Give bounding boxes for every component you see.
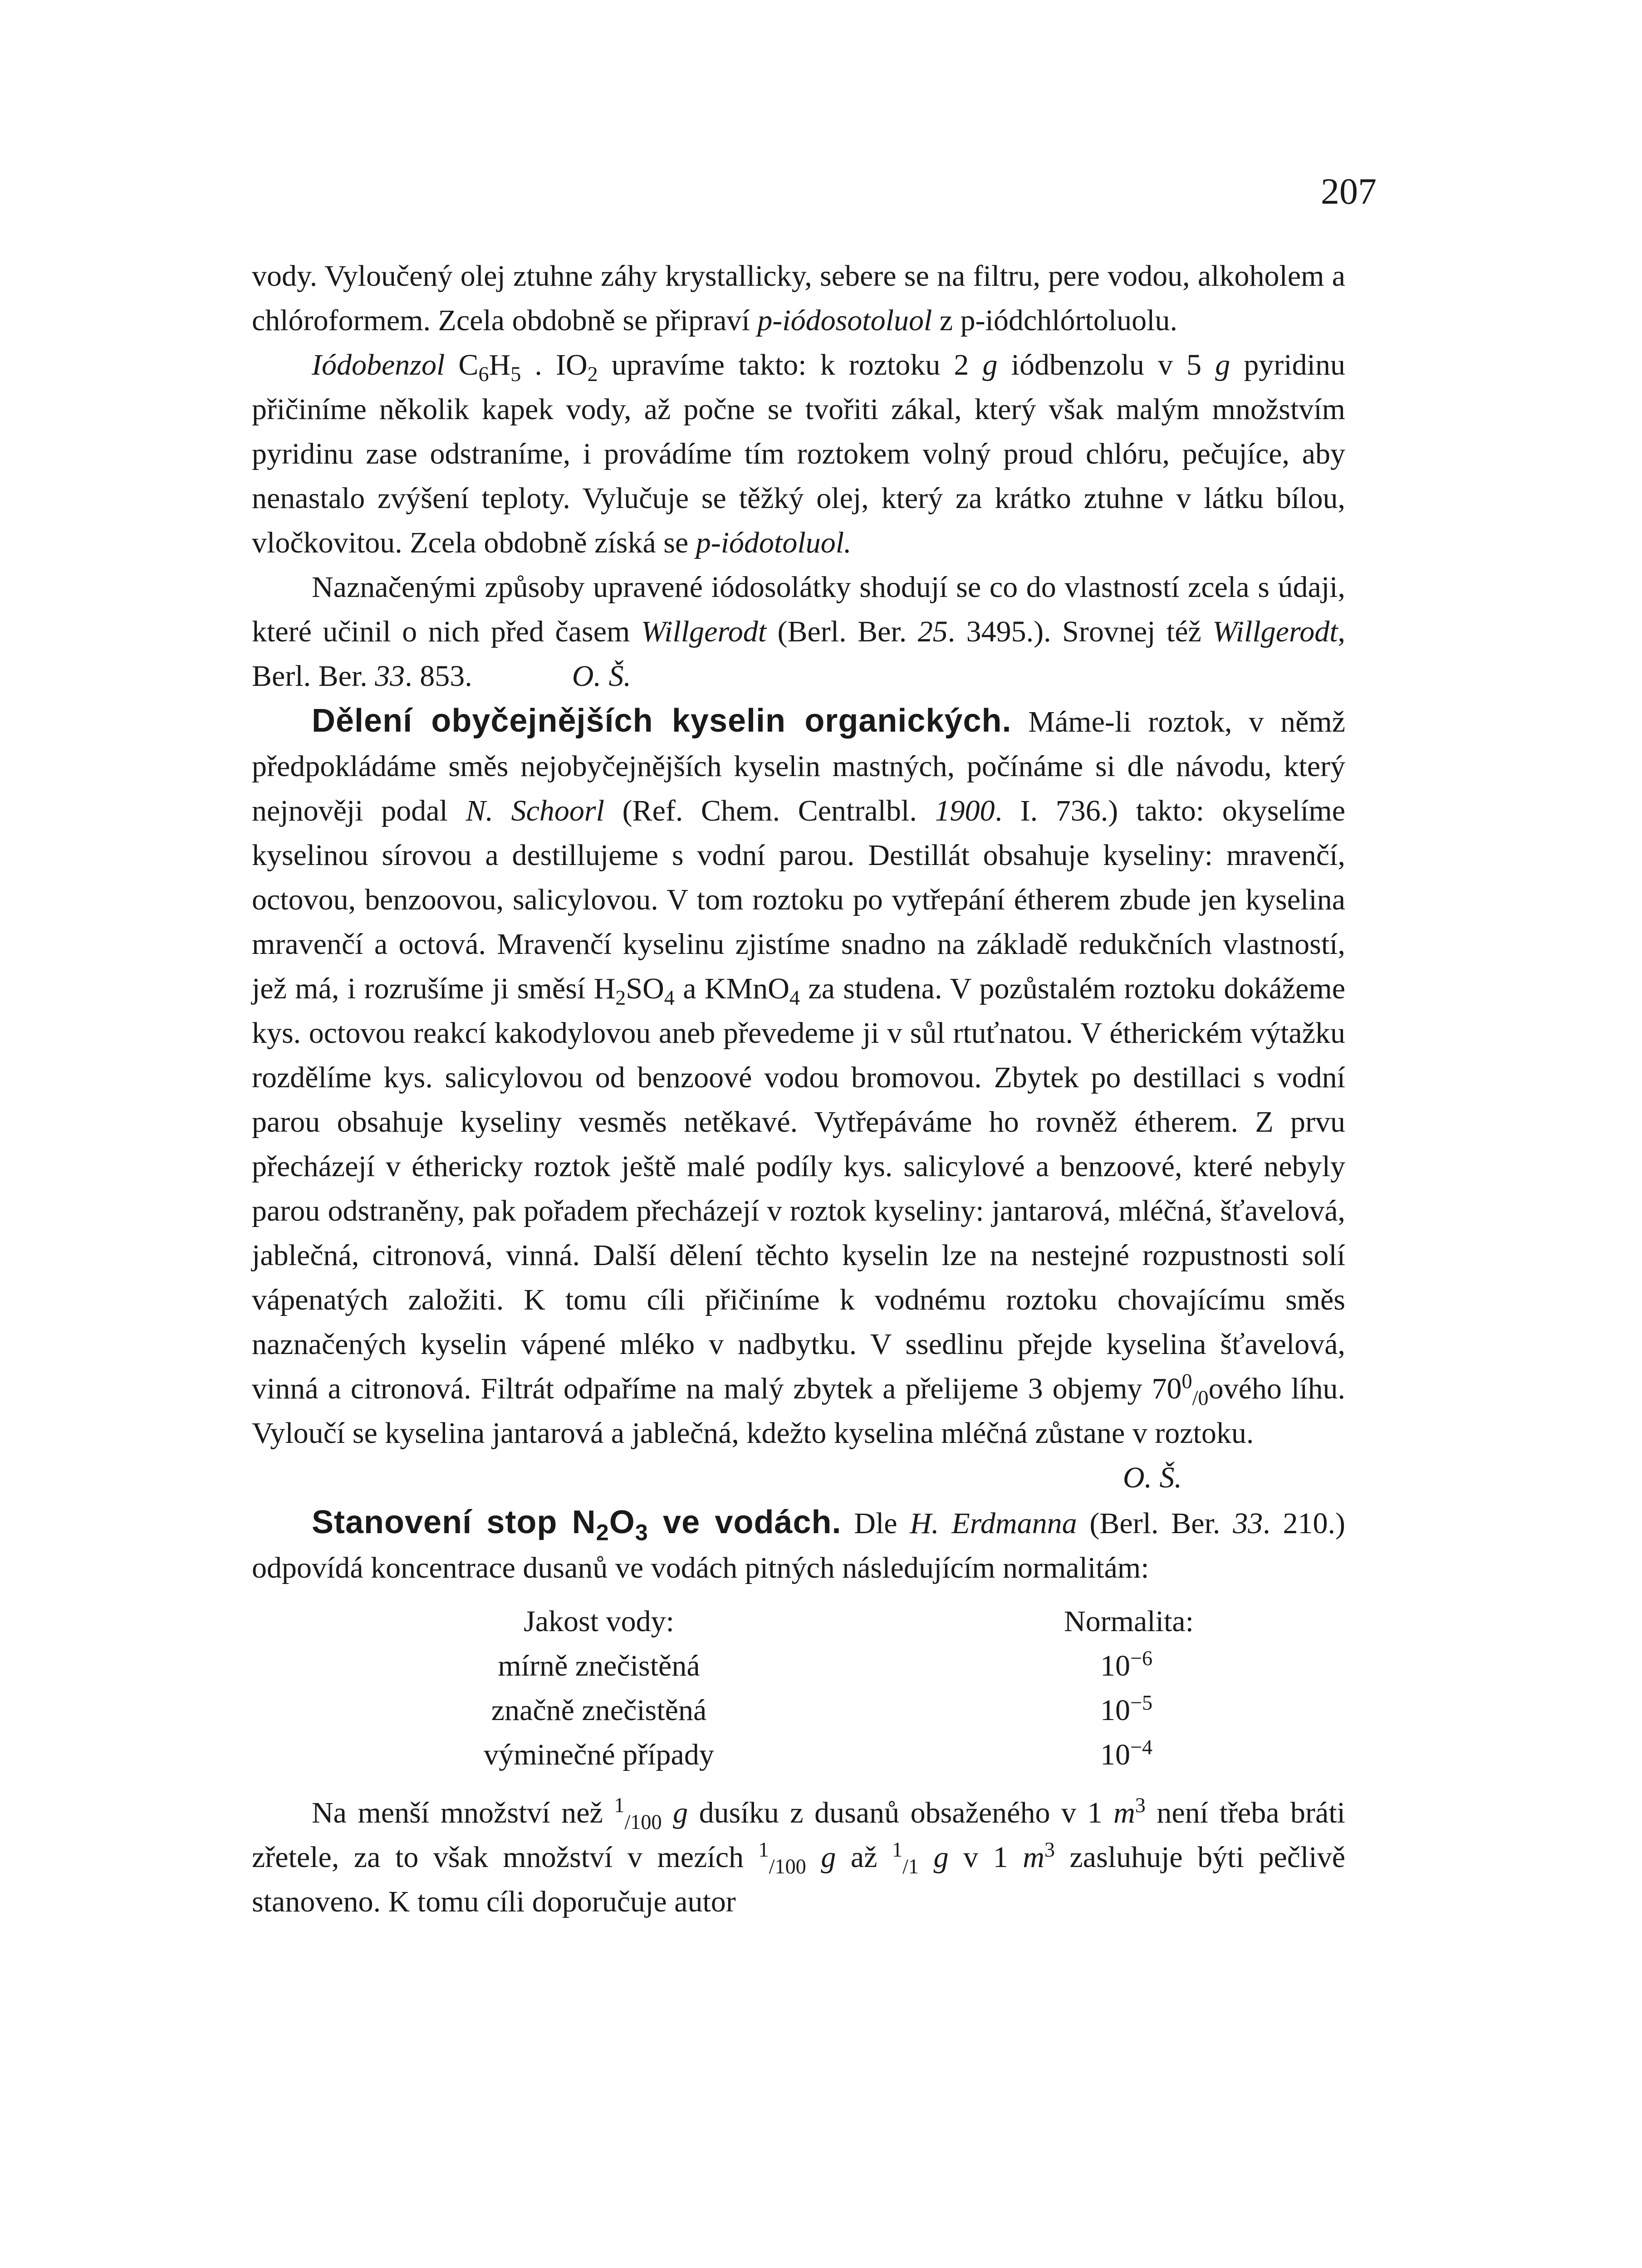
normality-cell: $10^{-5}$ [1100,1691,1153,1727]
paragraph-references: Naznačenými způsoby upravené iódosolátky shodují se co do vlastností zcela s údaji, které učinil o nich před časem Willgerodt (Berl. Ber. 25. 3495.). Srovnej též Willgerodt, Berl. Ber. 33. 853. O. Š. [252,571,1346,693]
table-row [252,1688,1345,1733]
author-name: H. Erdmanna [910,1507,1077,1540]
author-name: Willgerodt [1212,615,1338,648]
section-heading: Dělení obyčejnějších kyselin organických. [312,703,1012,739]
author-name: N. Schoorl [466,794,604,827]
quality-cell: značně znečistěná [491,1694,707,1727]
column-header-quality: Jakost vody: [524,1605,674,1638]
signature: O. Š. [572,660,631,693]
paragraph-stanoveni-n2o3: Stanovení stop $N_2O_3$ ve vodách. Dle H. Erdmanna (Berl. Ber. 33. 210.) odpovídá koncentrace dusanů ve vodách pitných následujícím normalitám: [252,1504,1346,1584]
page-number: 207 [1321,171,1377,212]
paragraph-deleni-kyselin: Dělení obyčejnějších kyselin organických. Máme-li roztok, v němž předpokládáme směs nejobyčejnějších kyselin mastných, počínáme si dle návodu, který nejnověji podal N. Schoorl (Ref. Chem. Centralbl. 1900. I. 736.) takto: okyselíme kyselinou sírovou a destillujeme s vodní parou. Destillát obsahuje kyseliny: mravenčí, octovou, benzoovou, salicylovou. V tom roztoku po vytřepání étherem zbude jen kyselina mravenčí a octová. Mravenčí kyselinu zjistíme snadno na základě redukčních vlastností, jež má, i rozrušíme ji směsí $H_2SO_4$ a KMnO$_4$ za studena. V pozůstalém roztoku dokážeme kys. octovou reakcí kakodylovou aneb převedeme ji v sůl rtuťnatou. V étherickém výtažku rozdělíme kys. salicylovou od benzoové vodou bromovou. Zbytek po destillaci s vodní parou obsahuje kyseliny vesměs netěkavé. Vytřepáváme ho rovněž étherem. Z prvu přecházejí v éthericky roztok ještě malé podíly kys. salicylové a benzoové, které nebyly parou odstraněny, pak pořadem přecházejí v roztok kyseliny: jantarová, mléčná, šťavelová, jablečná, citronová, vinná. Další dělení těchto kyselin lze na nestejné rozpustnosti solí vápenatých založiti. K tomu cíli přičiníme k vodnému roztoku chovajícímu směs naznačených kyselin vápené mléko v nadbytku. V ssedlinu přejde kyselina šťavelová, vinná a citronová. Filtrát odpaříme na malý zbytek a přelijeme 3 objemy $70^0_{/0}ového$ líhu. Vyloučí se kyselina jantarová a jablečná, kdežto kyselina mléčná zůstane v roztoku. [252,703,1346,1450]
table-header-row [252,1599,1345,1644]
normality-table [252,1599,1345,1777]
author-name: Willgerodt [641,615,767,648]
compound-name: Iódobenzol [312,348,445,381]
formula: $C_6H_5$ . $IO_2$ [458,348,598,386]
signature: O. Š. [1122,1461,1182,1494]
paragraph-iodobenzol: Iódobenzol $C_6H_5$ . $IO_2$ upravíme takto: k roztoku 2 g iódbenzolu v 5 g pyridinu přičiníme několik kapek vody, až počne se tvořiti zákal, který však malým množstvím pyridinu zase odstraníme, i provádíme tím roztokem volný proud chlóru, pečujíce, aby nenastalo zvýšení teploty. Vylučuje se těžký olej, který za krátko ztuhne v látku bílou, vločkovitou. Zcela obdobně získá se p-iódotoluol. [252,348,1345,559]
column-header-normality: Normalita: [1064,1605,1194,1638]
table-row [252,1644,1345,1688]
compound-name: p-iódosotoluol [757,304,932,337]
quality-cell: výminečné případy [484,1738,714,1771]
section-heading: Stanovení stop $N_2O_3$ ve vodách. [312,1504,842,1545]
paragraph-iodosotoluol: vody. Vyloučený olej ztuhne záhy krystallicky, sebere se na filtru, pere vodou, alkoholem a chlóroformem. Zcela obdobně se připraví p-iódosotoluol z p-iódchlórtoluolu. [252,259,1345,337]
compound-name: p-iódotoluol. [696,526,852,559]
table-row [252,1733,1345,1777]
normality-cell: $10^{-6}$ [1100,1647,1153,1682]
quality-cell: mírně znečistěná [498,1649,700,1682]
body-text [252,254,1345,1924]
normality-cell: $10^{-4}$ [1100,1735,1153,1771]
paragraph-mnozstvi: Na menší množství než $^1_{/100}$ g dusíku z dusanů obsaženého v 1 $m^3$ není třeba bráti zřetele, za to však množství v mezích $^1_{/100}$ g až $^1_{/1}$ g v 1 $m^3$ zasluhuje býti pečlivě stanoveno. K tomu cíli doporučuje autor [252,1794,1346,1918]
